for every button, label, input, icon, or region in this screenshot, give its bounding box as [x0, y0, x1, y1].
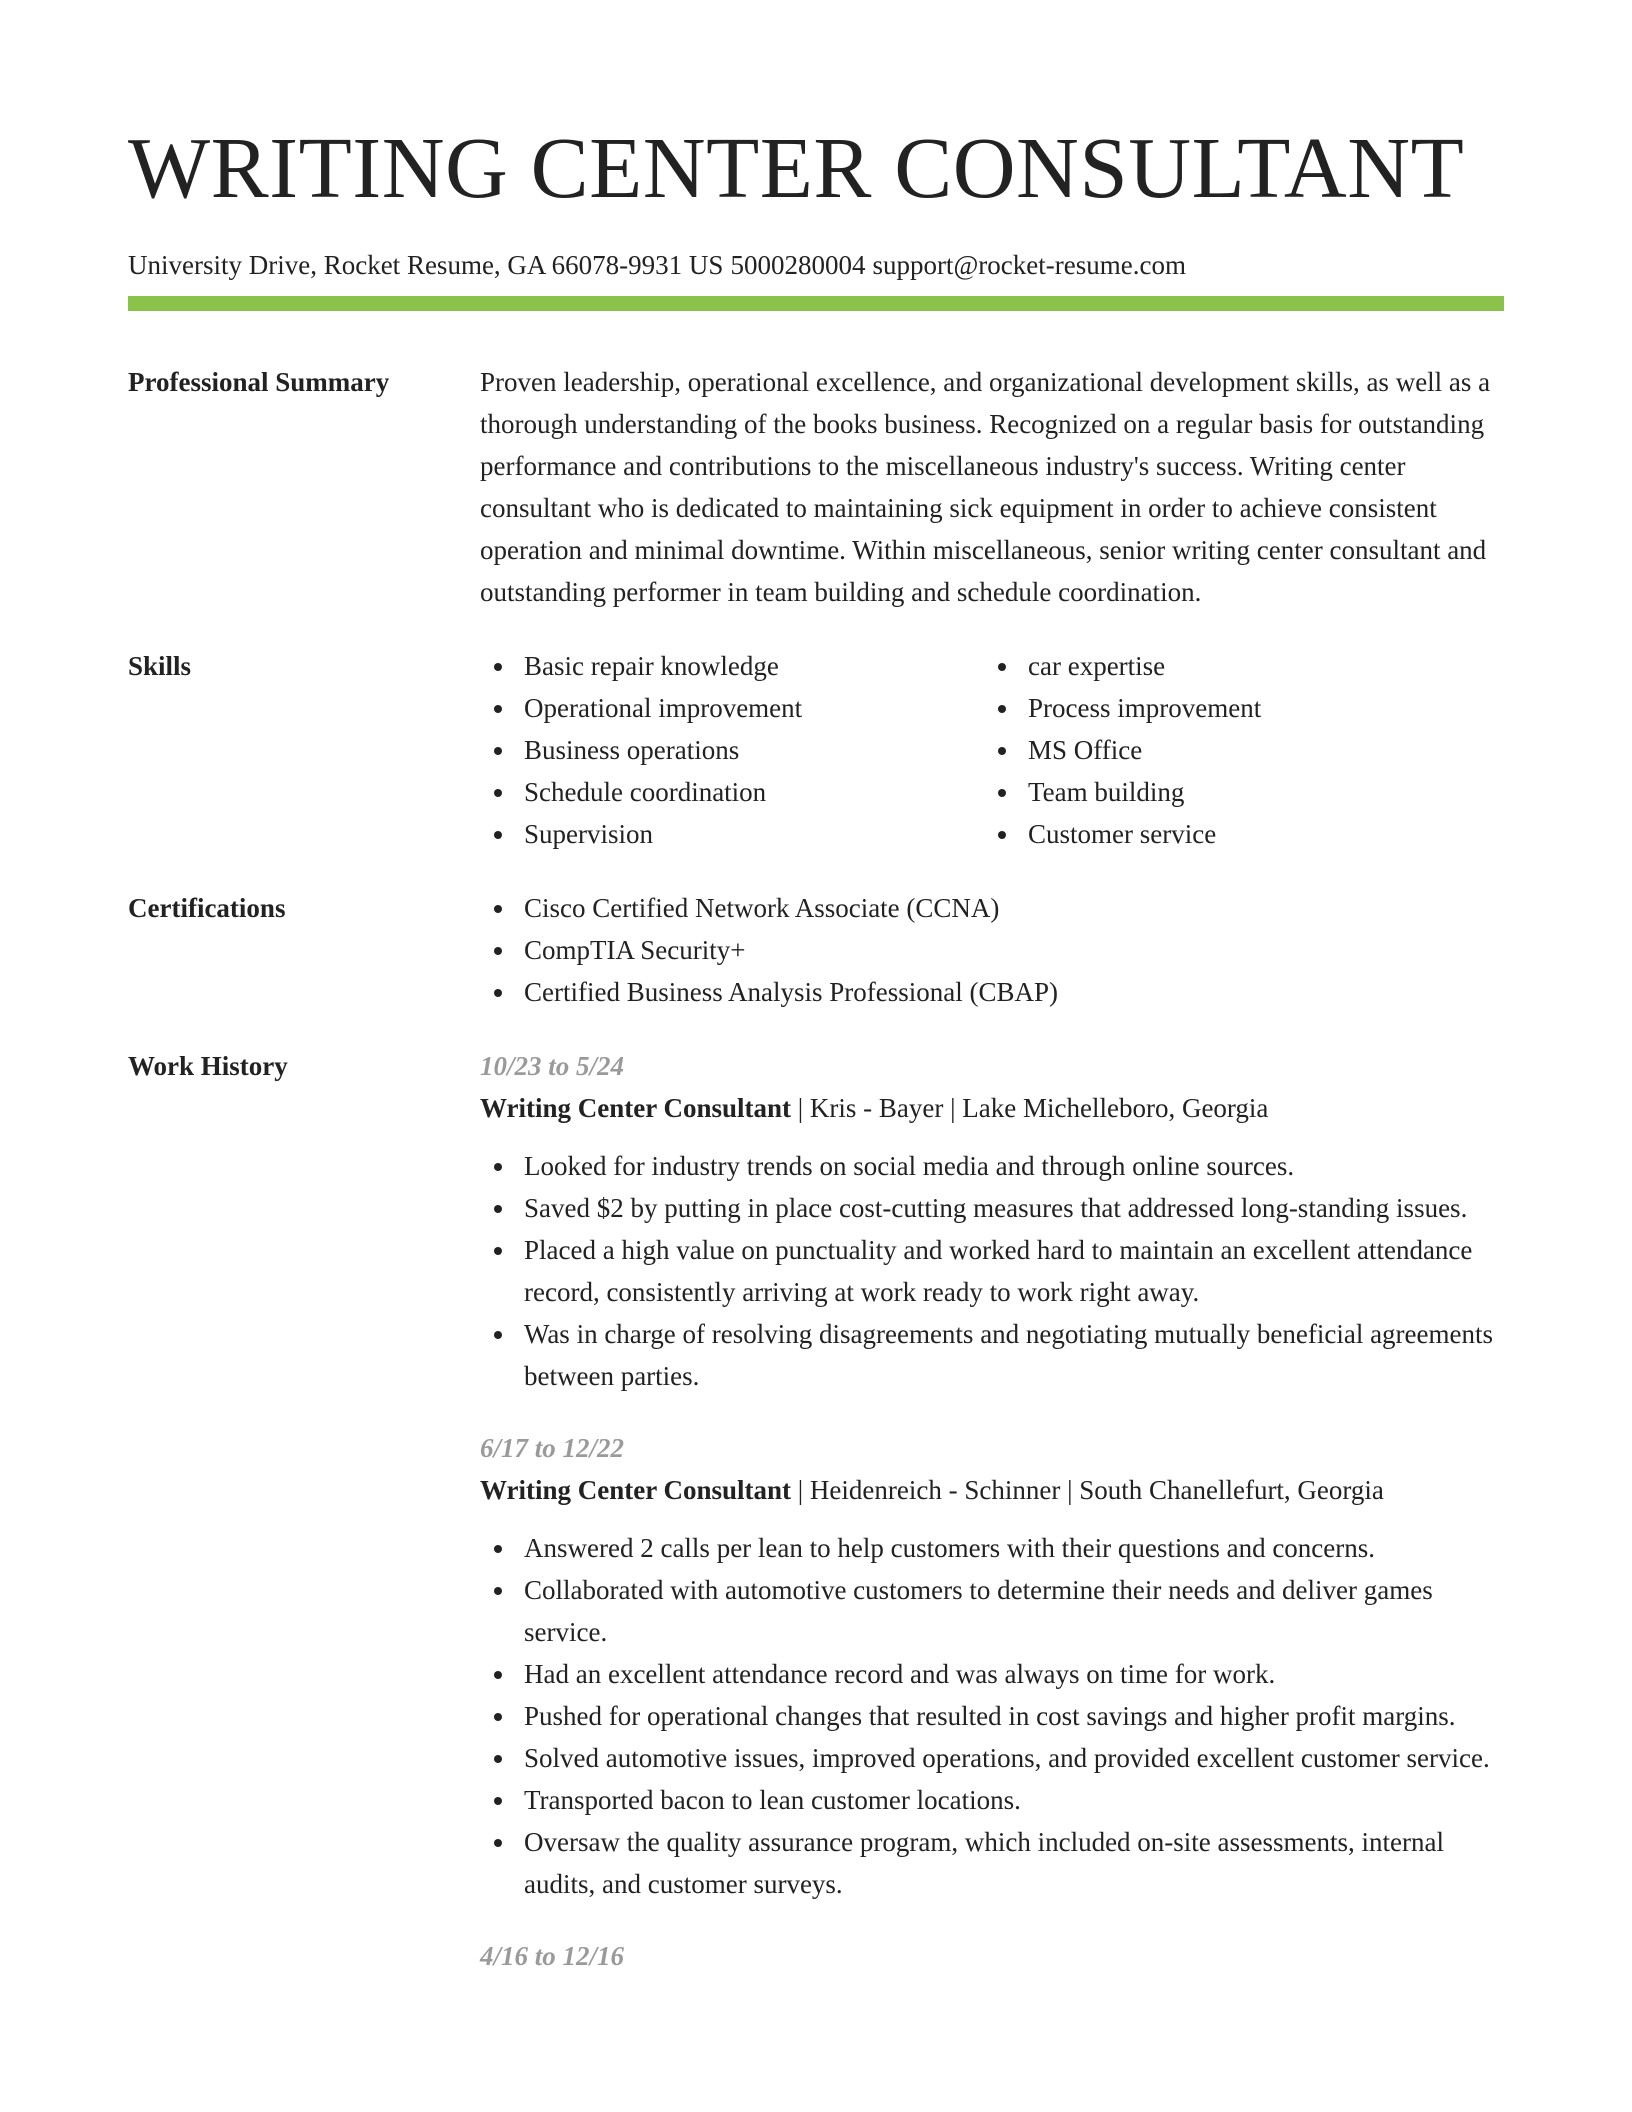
job-heading	[480, 1087, 1504, 1129]
list-item: Looked for industry trends on social media and through online sources.	[480, 1145, 1504, 1187]
list-item: Supervision	[480, 813, 984, 855]
list-item: Was in charge of resolving disagreements and negotiating mutually beneficial agreements between parties.	[480, 1313, 1504, 1397]
job-duties-list	[480, 1145, 1504, 1397]
list-item: Placed a high value on punctuality and worked hard to maintain an excellent attendance record, consistently arriving at work ready to work right away.	[480, 1229, 1504, 1313]
list-item: CompTIA Security+	[480, 929, 1504, 971]
resume-page	[128, 0, 1504, 1977]
certifications-list	[480, 887, 1504, 1013]
certifications-body	[480, 887, 1504, 1013]
job-dates: 10/23 to 5/24	[480, 1051, 625, 1081]
work-history-section	[128, 1045, 1504, 1977]
list-item: Process improvement	[984, 687, 1488, 729]
list-item: Schedule coordination	[480, 771, 984, 813]
list-item: Collaborated with automotive customers to determine their needs and deliver games service.	[480, 1569, 1504, 1653]
contact-email: support@rocket-resume.com	[872, 250, 1186, 280]
section-heading-work-history: Work History	[128, 1051, 288, 1081]
job-entry	[480, 1427, 1504, 1905]
list-item: Oversaw the quality assurance program, which included on-site assessments, internal audits, and customer surveys.	[480, 1821, 1504, 1905]
summary-text: Proven leadership, operational excellence, and organizational development skills, as well as a thorough understanding of the books business. Recognized on a regular basis for outstanding performance and contributions to the miscellaneous industry's success. Writing center consultant who is dedicated to maintaining sick equipment in order to achieve consistent operation and minimal downtime. Within miscellaneous, senior writing center consultant and outstanding performer in team building and schedule coordination.	[480, 367, 1491, 607]
list-item: Team building	[984, 771, 1488, 813]
job-heading	[480, 1469, 1504, 1511]
summary-section	[128, 361, 1504, 613]
list-item: Answered 2 calls per lean to help customers with their questions and concerns.	[480, 1527, 1504, 1569]
header-divider	[128, 296, 1504, 311]
list-item: Had an excellent attendance record and was always on time for work.	[480, 1653, 1504, 1695]
list-item: Transported bacon to lean customer locations.	[480, 1779, 1504, 1821]
job-dates: 6/17 to 12/22	[480, 1433, 625, 1463]
list-item: Certified Business Analysis Professional (CBAP)	[480, 971, 1504, 1013]
job-employer-location: | Kris - Bayer | Lake Michelleboro, Georgia	[791, 1093, 1269, 1123]
job-entry	[480, 1045, 1504, 1397]
list-item: Solved automotive issues, improved operations, and provided excellent customer service.	[480, 1737, 1504, 1779]
job-employer-location: | Heidenreich - Schinner | South Chanellefurt, Georgia	[791, 1475, 1384, 1505]
skills-section	[128, 645, 1504, 855]
contact-phone: 5000280004	[730, 250, 866, 280]
job-title: Writing Center Consultant	[480, 1093, 792, 1123]
job-entry	[480, 1935, 1504, 1977]
section-heading-skills: Skills	[128, 651, 192, 681]
work-history-body	[480, 1045, 1504, 1977]
contact-address: University Drive, Rocket Resume, GA 66078-9931 US	[128, 250, 724, 280]
skills-list-left	[480, 645, 984, 855]
list-item: MS Office	[984, 729, 1488, 771]
list-item: Saved $2 by putting in place cost-cutting measures that addressed long-standing issues.	[480, 1187, 1504, 1229]
job-dates: 4/16 to 12/16	[480, 1941, 625, 1971]
list-item: Cisco Certified Network Associate (CCNA)	[480, 887, 1504, 929]
job-duties-list	[480, 1527, 1504, 1905]
skills-list-right	[984, 645, 1488, 855]
list-item: Business operations	[480, 729, 984, 771]
page-title: WRITING CENTER CONSULTANT	[128, 119, 1465, 216]
list-item: Operational improvement	[480, 687, 984, 729]
list-item: Basic repair knowledge	[480, 645, 984, 687]
skills-columns	[480, 645, 1504, 855]
skills-body	[480, 645, 1504, 855]
contact-line	[128, 248, 1504, 282]
list-item: car expertise	[984, 645, 1488, 687]
list-item: Pushed for operational changes that resulted in cost savings and higher profit margins.	[480, 1695, 1504, 1737]
section-heading-certifications: Certifications	[128, 893, 286, 923]
section-heading-summary: Professional Summary	[128, 367, 390, 397]
job-title: Writing Center Consultant	[480, 1475, 792, 1505]
list-item: Customer service	[984, 813, 1488, 855]
certifications-section	[128, 887, 1504, 1013]
